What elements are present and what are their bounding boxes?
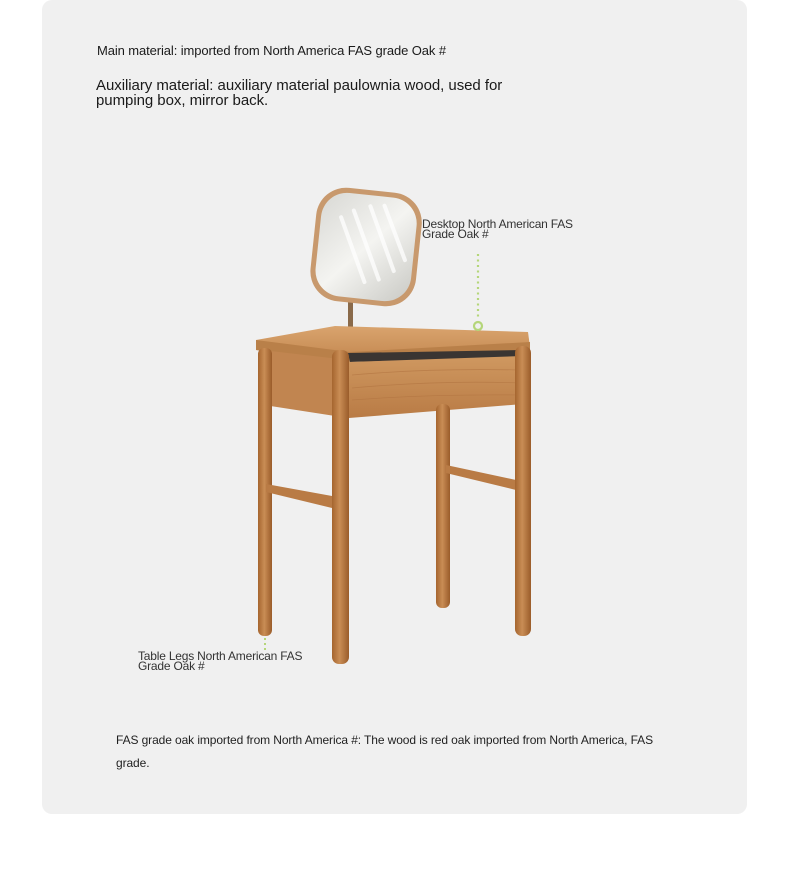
main-material-text: Main material: imported from North America FAS grade Oak #	[97, 43, 446, 58]
mirror-icon	[307, 185, 424, 309]
fas-grade-footnote: FAS grade oak imported from North America #: The wood is red oak imported from North America, FAS grade.	[116, 733, 653, 770]
desktop-material-callout: Desktop North American FAS Grade Oak #	[422, 217, 573, 241]
desktop-callout-marker-icon	[470, 250, 486, 335]
vanity-table-illustration	[240, 180, 550, 680]
table-legs-material-callout: Table Legs North American FAS Grade Oak #	[138, 649, 303, 673]
auxiliary-material-text: Auxiliary material: auxiliary material paulownia wood, used for pumping box, mirror back.	[96, 77, 503, 109]
